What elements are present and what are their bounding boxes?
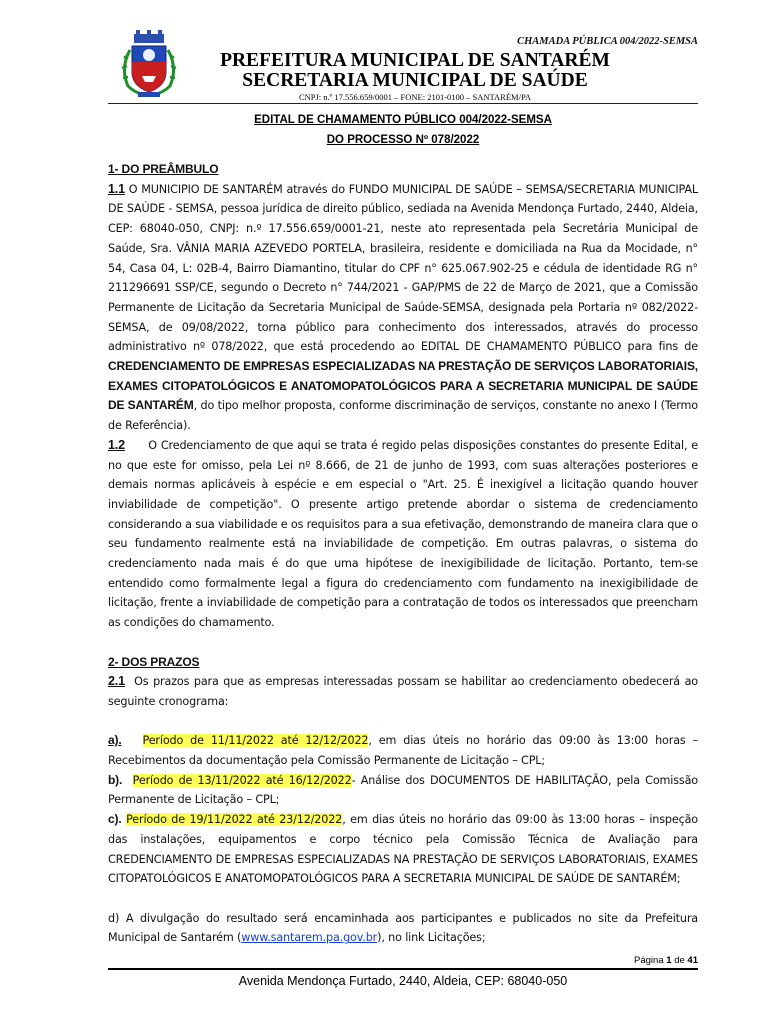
footer-divider	[108, 968, 698, 970]
header-secretariat: SECRETARIA MUNICIPAL DE SAÚDE	[242, 70, 588, 91]
clause-number: 1.2	[108, 437, 125, 452]
header-contact: CNPJ: n.º 17.556.659/0001 – FONE: 2101-0100 – SANTARÉM/PA	[298, 92, 532, 102]
clause-number: 1.1	[108, 181, 125, 196]
clause-number: 2.1	[108, 674, 125, 689]
document-reference: CHAMADA PÚBLICA 004/2022-SEMSA	[517, 36, 698, 47]
section-heading: 1- DO PREÂMBULO	[108, 162, 219, 176]
header-city-hall: PREFEITURA MUNICIPAL DE SANTARÉM	[220, 50, 610, 71]
highlighted-period: Período de 19/11/2022 até 23/12/2022	[126, 813, 343, 827]
highlighted-period: Período de 11/11/2022 até 12/12/2022	[142, 734, 369, 748]
header-divider	[108, 103, 698, 104]
object-description: CREDENCIAMENTO DE EMPRESAS ESPECIALIZADAS NA PRESTAÇÃO DE SERVIÇOS LABORATORIAIS, EXAMES CITOPATOLÓGICOS E ANATOMOPATOLÓGICOS PARA A SECRETARIA MUNICIPAL DE SAÚDE DE SANTARÉM	[108, 359, 698, 413]
paragraph-1-2: 1.2 O Credenciamento de que aqui se trata é regido pelas disposições constantes do presente Edital, e no que este for omisso, pela Lei nº 8.666, de 21 de junho de 1993, com suas alterações posteriores e demais normas aplicáveis à espécie e em especial o "Art. 25. É inexigível a licitação quando houver inviabilidade de competição". O presente artigo pretende abordar o sistema de credenciamento considerando a sua viabilidade e os requisitos para a sua efetivação, demonstrando de maneira clara que o seu fundamento realmente está na inviabilidade de competição. Em outras palavras, o sistema do credenciamento nada mais é do que uma hipótese de inexigibilidade de licitação. Portanto, tem-se entendido como formalmente legal a figura do credenciamento com fundamento na inexigibilidade de licitação, frente a inviabilidade de competição para a contratação de todos os interessados que preencham as condições do chamamento.	[108, 437, 702, 630]
paragraph-2-1: 2.1 Os prazos para que as empresas interessadas possam se habilitar ao credenciamento obedecerá ao seguinte cronograma:	[108, 674, 702, 708]
document-title: EDITAL DE CHAMAMENTO PÚBLICO 004/2022-SEMSA	[254, 114, 552, 126]
process-number: DO PROCESSO Nº 078/2022	[326, 134, 480, 146]
footer-address: Avenida Mendonça Furtado, 2440, Aldeia, CEP: 68040-050	[238, 974, 568, 988]
paragraph-1-1: 1.1 O MUNICIPIO DE SANTARÉM através do FUNDO MUNICIPAL DE SAÚDE – SEMSA/SECRETARIA MUNICIPAL DE SAÚDE - SEMSA, pessoa jurídica de direito público, sediada na Avenida Mendonça Furtado, 2440, Aldeia, CEP: 68040-050, CNPJ: n.º 17.556.659/0001-21, neste ato representada pela Secretária Municipal de Saúde, Sra. VÂNIA MARIA AZEVEDO PORTELA, brasileira, residente e domiciliada na Rua da Mocidade, n° 54, Casa 04, L: 02B-4, Bairro Diamantino, titular do CPF n° 625.067.902-25 e cédula de identidade RG n° 211296691 SSP/CE, segundo o Decreto n° 744/2021 - GAP/PMS de 22 de Março de 2021, que a Comissão Permanente de Licitação da Secretaria Municipal de Saúde-SEMSA, designada pela Portaria nº 082/2022-SEMSA, de 09/08/2022, torna público para conhecimento dos interessados, através do processo administrativo nº 078/2022, que está procedendo ao EDITAL DE CHAMAMENTO PÚBLICO para fins de CREDENCIAMENTO DE EMPRESAS ESPECIALIZADAS NA PRESTAÇÃO DE SERVIÇOS LABORATORIAIS, EXAMES CITOPATOLÓGICOS E ANATOMOPATOLÓGICOS PARA A SECRETARIA MUNICIPAL DE SAÚDE DE SANTARÉM, do tipo melhor proposta, conforme discriminação de serviços, constante no anexo I (Termo de Referência).	[108, 181, 698, 433]
schedule-item-d: d) A divulgação do resultado será encaminhada aos participantes e publicados no site da Prefeitura Municipal de Santarém (www.santarem.pa.gov.br), no link Licitações;	[108, 911, 698, 945]
schedule-item-b: b). Período de 13/11/2022 até 16/12/2022- Análise dos DOCUMENTOS DE HABILITAÇÃO, pela Comissão Permanente de Licitação – CPL;	[108, 772, 698, 807]
schedule-item-c: c). Período de 19/11/2022 até 23/12/2022, em dias úteis no horário das 09:00 às 13:00 horas – inspeção das instalações, equipamentos e corpo técnico pela Comissão Técnica de Avaliação para CREDENCIAMENTO DE EMPRESAS ESPECIALIZADAS NA PRESTAÇÃO DE SERVIÇOS LABORATORIAIS, EXAMES CITOPATOLÓGICOS E ANATOMOPATOLÓGICOS PARA A SECRETARIA MUNICIPAL DE SAÚDE DE SANTARÉM;	[108, 812, 698, 886]
highlighted-period: Período de 13/11/2022 até 16/12/2022	[132, 773, 352, 787]
document-body	[108, 160, 702, 948]
website-link[interactable]: www.santarem.pa.gov.br	[241, 931, 378, 945]
municipal-coat-of-arms-icon	[118, 30, 180, 100]
page-number: Página 1 de 41	[634, 955, 698, 966]
schedule-item-a: a). Período de 11/11/2022 até 12/12/2022, em dias úteis no horário das 09:00 às 13:00 horas – Recebimentos da documentação pela Comissão Permanente de Licitação – CPL;	[108, 733, 698, 768]
section-heading: 2- DOS PRAZOS	[108, 654, 200, 669]
